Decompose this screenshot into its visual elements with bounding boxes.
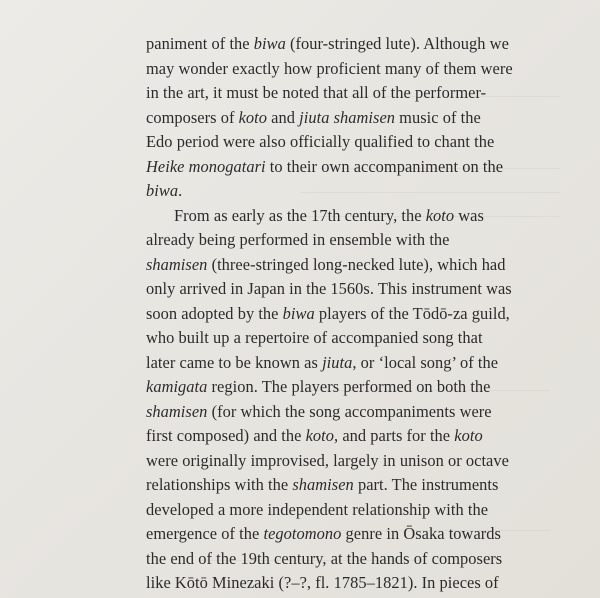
text-line (146, 522, 556, 547)
italic-term: shamisen (292, 475, 354, 494)
text-run: . (178, 181, 183, 200)
text-run: , or ‘local song’ of the (352, 352, 499, 372)
text-run: like Kōtō Minezaki (?–?, fl. 1785–1821). In pieces of (146, 573, 499, 592)
text-run: (four-stringed lute). Although we (285, 34, 509, 53)
text-run: genre in Ōsaka towards (341, 524, 501, 543)
italic-term: jiuta shamisen (299, 107, 396, 127)
italic-term: biwa (253, 34, 286, 53)
text-run: was (454, 205, 484, 225)
text-run: soon adopted by the (146, 303, 283, 323)
text-run: (three-stringed long-necked lute), which had (207, 254, 506, 274)
text-line (146, 106, 556, 131)
text-run: (for which the song accompaniments were (207, 401, 492, 421)
text-line (146, 326, 556, 351)
text-run: music of the (395, 107, 481, 127)
italic-term: jiuta (322, 352, 353, 372)
text-run: in the art, it must be noted that all of the performer- (146, 83, 487, 102)
text-line (146, 571, 556, 596)
text-run: already being performed in ensemble with the (146, 230, 450, 249)
text-line (146, 375, 556, 400)
text-line (146, 277, 556, 302)
text-run: composers of (146, 107, 239, 127)
text-line (146, 81, 556, 106)
text-line (146, 57, 556, 82)
text-run: region. The players performed on both the (207, 377, 491, 396)
text-line (146, 498, 556, 523)
italic-term: shamisen (146, 401, 208, 421)
text-line (146, 400, 556, 425)
text-line (146, 351, 556, 376)
text-run: were originally improvised, largely in unison or octave (146, 450, 509, 470)
text-run: relationships with the (146, 475, 293, 494)
text-run: first composed) and the (146, 426, 306, 445)
text-line (146, 473, 556, 498)
text-run: emergence of the (146, 524, 264, 543)
text-run: may wonder exactly how proficient many of them were (146, 58, 513, 78)
italic-term: biwa (282, 303, 315, 323)
text-line (146, 547, 556, 572)
text-run: , and parts for the (334, 426, 455, 445)
italic-term: Heike monogatari (146, 156, 266, 176)
text-line (146, 253, 556, 278)
text-run: Edo period were also officially qualified to chant the (146, 132, 495, 151)
text-run: part. The instruments (353, 475, 499, 494)
text-run: and (267, 107, 300, 127)
italic-term: biwa (146, 181, 179, 200)
text-run: later came to be known as (146, 352, 323, 372)
italic-term: koto (305, 426, 335, 445)
body-text (146, 32, 556, 596)
italic-term: koto (238, 107, 268, 127)
text-line (146, 179, 556, 204)
text-run: developed a more independent relationship with the (146, 499, 489, 519)
text-run: From as early as the 17th century, the (174, 205, 426, 225)
text-line (146, 155, 556, 180)
text-line (146, 302, 556, 327)
text-line (146, 424, 556, 449)
text-line (146, 228, 556, 253)
text-run: to their own accompaniment on the (265, 156, 504, 176)
italic-term: tegotomono (263, 524, 342, 543)
text-line (146, 204, 556, 229)
italic-term: koto (454, 426, 483, 445)
text-line (146, 32, 556, 57)
italic-term: shamisen (146, 254, 208, 274)
italic-term: kamigata (146, 377, 208, 396)
text-line (146, 130, 556, 155)
text-run: paniment of the (146, 34, 254, 53)
text-line (146, 449, 556, 474)
text-run: the end of the 19th century, at the hands of composers (146, 548, 503, 568)
italic-term: koto (425, 205, 455, 225)
text-run: players of the Tōdō-za guild, (314, 303, 510, 323)
text-run: who built up a repertoire of accompanied song that (146, 328, 483, 347)
text-run: only arrived in Japan in the 1560s. This instrument was (146, 279, 512, 298)
